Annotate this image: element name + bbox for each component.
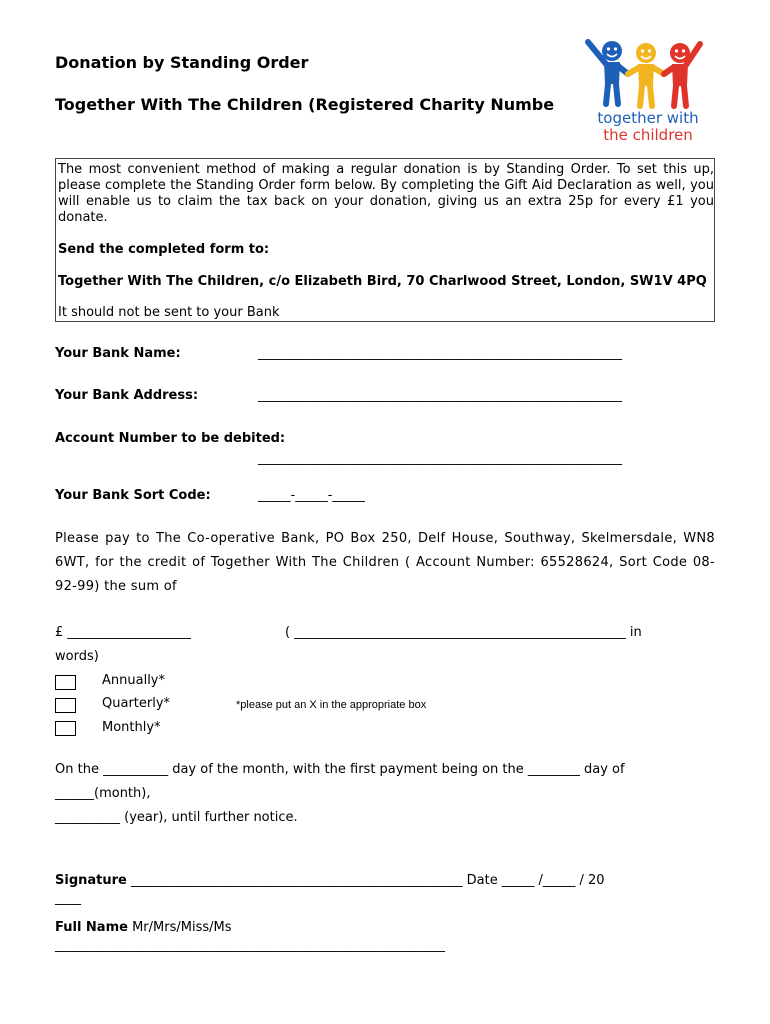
instructions-box	[55, 158, 715, 322]
sort-code-label: Your Bank Sort Code:	[55, 488, 211, 503]
amount-words-cont: words)	[55, 649, 99, 664]
checkbox-note: *please put an X in the appropriate box	[236, 699, 427, 711]
quarterly-checkbox[interactable]	[55, 698, 76, 713]
payment-instructions: Please pay to The Co-operative Bank, PO Box 250, Delf House, Southway, Skelmersdale, WN8 6WT, for the credit of Together With The Children ( Account Number: 65528624, Sort Code 08-92-99) the sum of	[55, 531, 715, 594]
quarterly-label: Quarterly*	[102, 696, 171, 711]
account-number-label: Account Number to be debited:	[55, 431, 286, 446]
fullname-row	[55, 920, 231, 935]
monthly-checkbox[interactable]	[55, 721, 76, 736]
amount-words-field[interactable]: ( ___________________________________________________ in	[285, 625, 642, 640]
schedule-year-line[interactable]: __________ (year), until further notice.	[55, 810, 298, 825]
logo-figure-yellow	[628, 43, 664, 106]
charity-logo	[582, 34, 710, 146]
schedule-month-line[interactable]: ______(month),	[55, 786, 151, 801]
bank-note: It should not be sent to your Bank	[58, 305, 280, 320]
logo-figure-red	[664, 43, 700, 106]
charity-subtitle: Together With The Children (Registered Charity Numbe	[55, 95, 555, 114]
schedule-day-line[interactable]: On the __________ day of the month, with the first payment being on the ________ day of	[55, 762, 625, 777]
annually-label: Annually*	[102, 673, 165, 688]
annually-checkbox[interactable]	[55, 675, 76, 690]
logo-figure-blue	[588, 41, 628, 104]
signature-row	[55, 873, 605, 888]
page-title: Donation by Standing Order	[55, 53, 309, 72]
signature-cont: ____	[55, 891, 81, 906]
fullname-label: Full Name	[55, 920, 128, 935]
send-heading: Send the completed form to:	[58, 242, 270, 257]
logo-text-line1: together with	[597, 109, 699, 127]
amount-field[interactable]: £ ___________________	[55, 625, 191, 640]
bank-address-label: Your Bank Address:	[55, 388, 199, 403]
bank-name-label: Your Bank Name:	[55, 346, 181, 361]
fullname-titles: Mr/Mrs/Miss/Ms	[127, 920, 232, 935]
bank-address-field[interactable]: ________________________________________________________	[258, 388, 622, 403]
sort-code-field[interactable]: _____-_____-_____	[258, 488, 365, 503]
return-address: Together With The Children, c/o Elizabeth Bird, 70 Charlwood Street, London, SW1V 4PQ	[58, 274, 707, 289]
intro-paragraph: The most convenient method of making a regular donation is by Standing Order. To set this up, please complete the Standing Order form below. By completing the Gift Aid Declaration as well, you will enable us to claim the tax back on your donation, giving us an extra 25p for every £1 you donate.	[58, 162, 714, 225]
signature-date-field[interactable]: ___________________________________________________ Date _____ /_____ / 20	[126, 873, 605, 888]
fullname-field[interactable]: ____________________________________________________________	[55, 938, 445, 953]
signature-label: Signature	[55, 873, 127, 888]
logo-text-line2: the children	[603, 126, 693, 144]
monthly-label: Monthly*	[102, 720, 161, 735]
account-number-field[interactable]: ________________________________________________________	[258, 451, 622, 466]
bank-name-field[interactable]: ________________________________________________________	[258, 346, 622, 361]
